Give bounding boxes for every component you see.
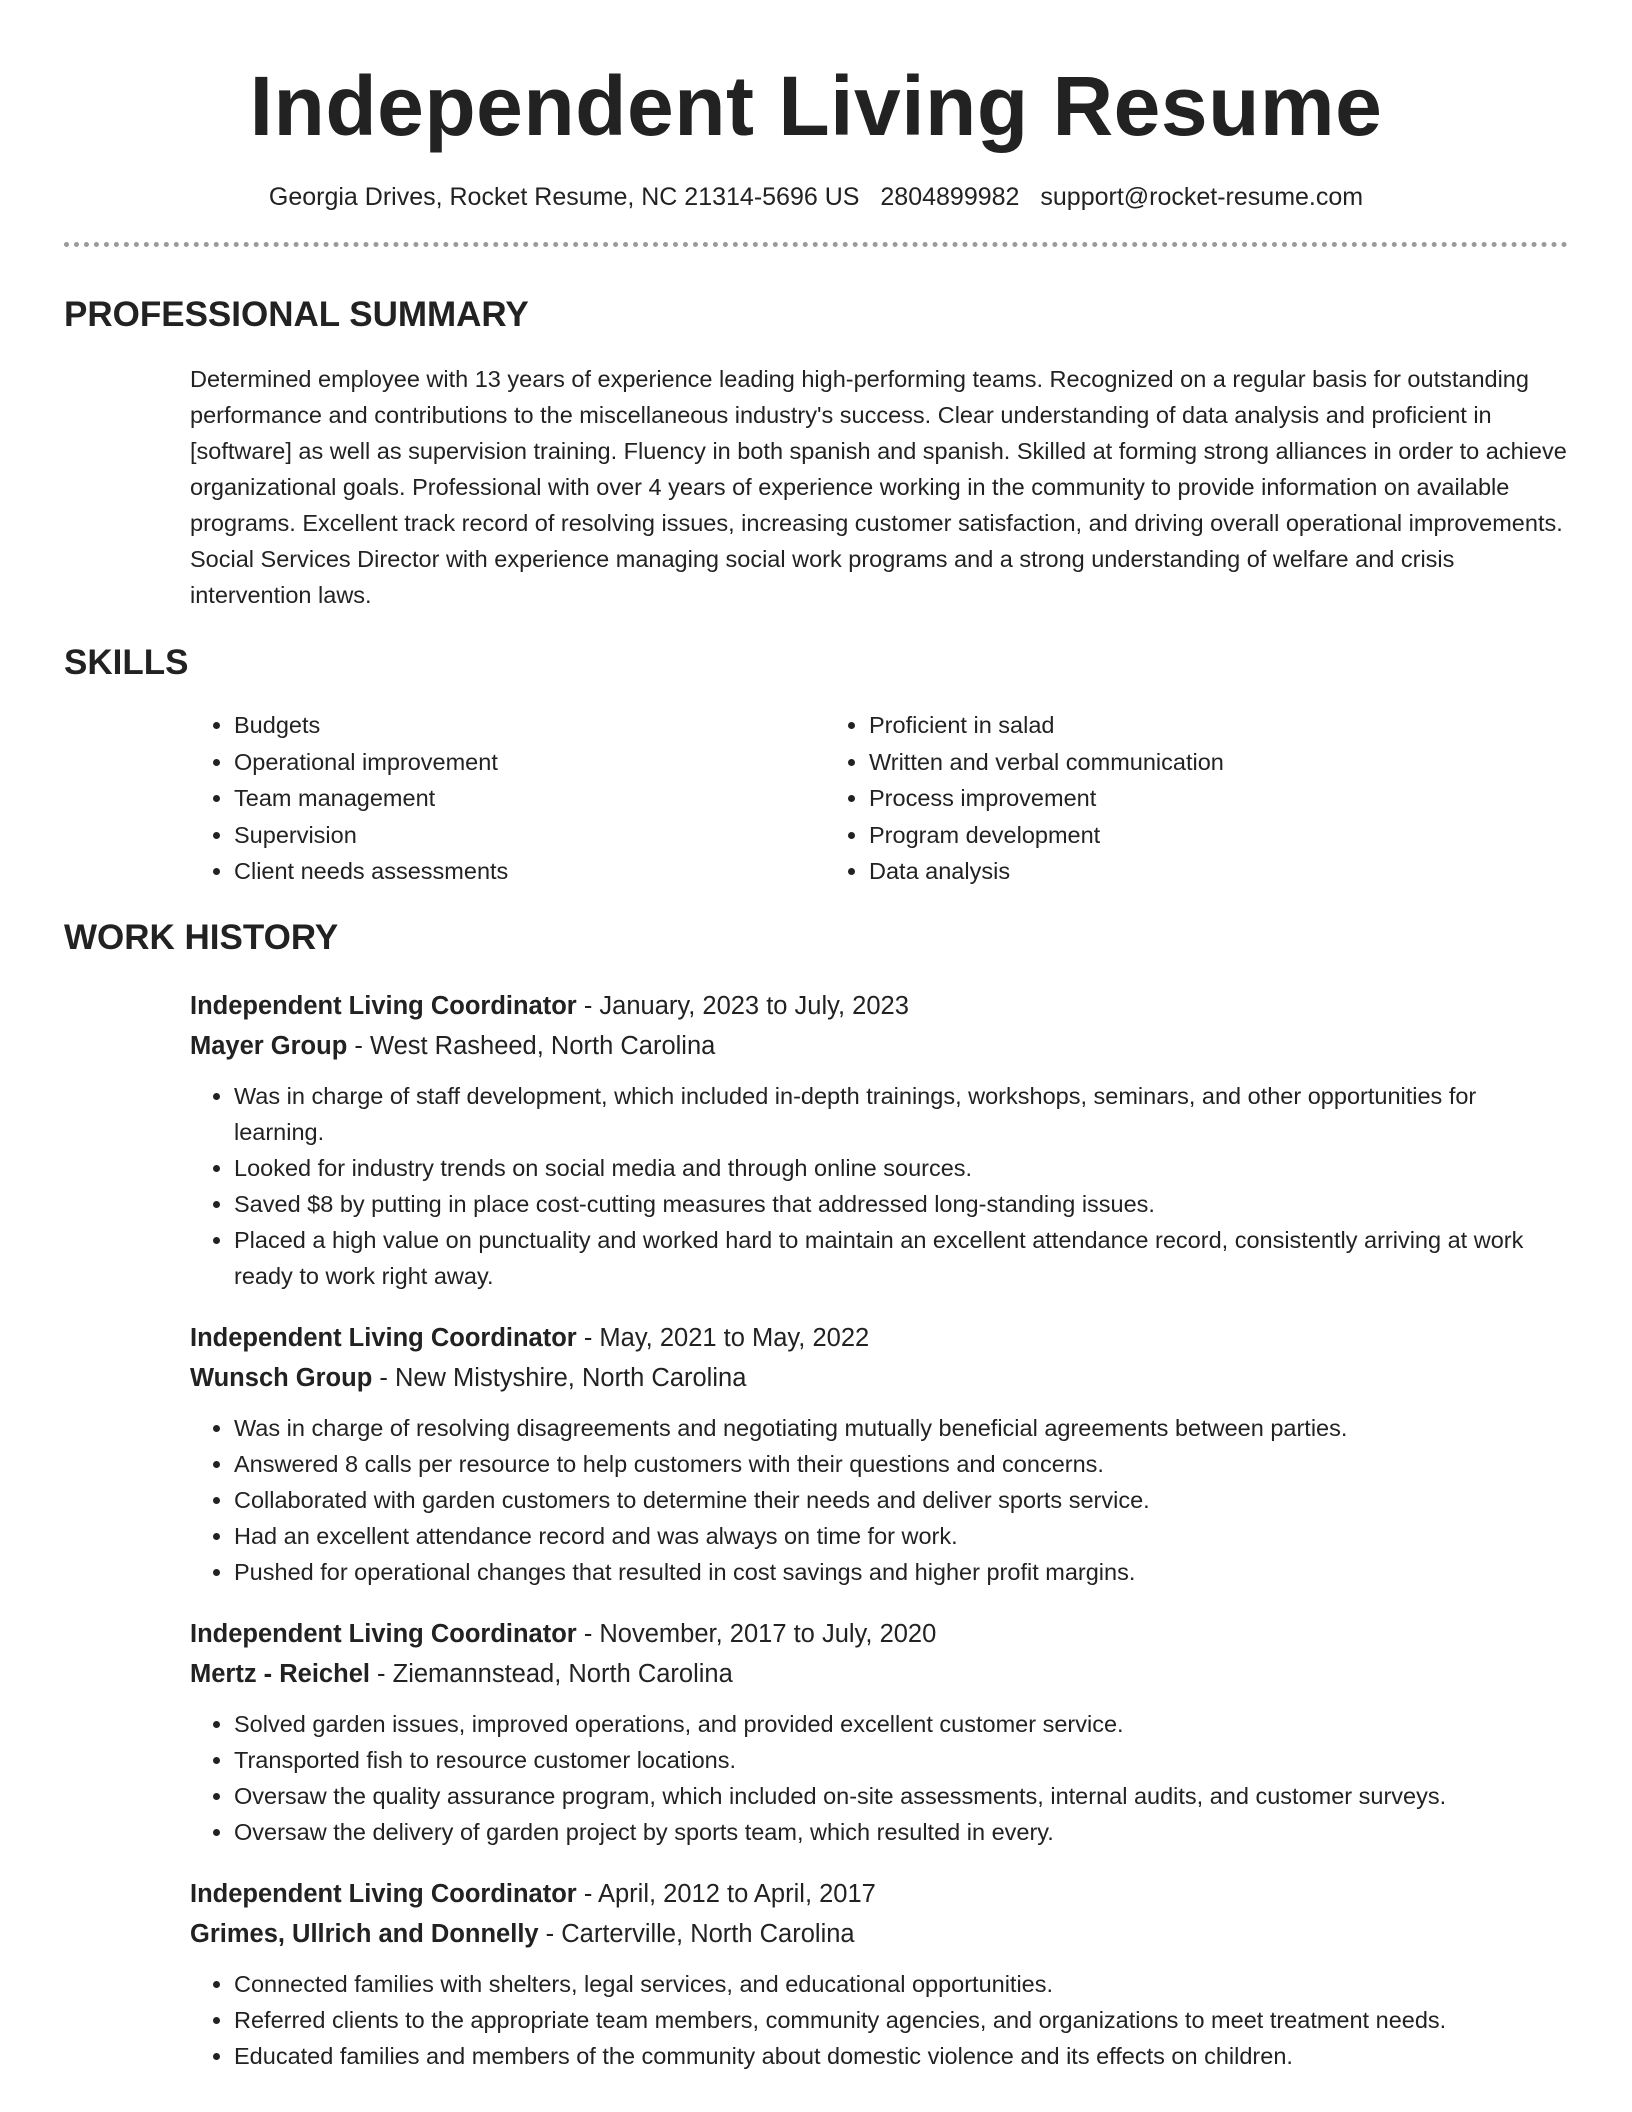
skills-column-left bbox=[190, 707, 825, 890]
job-company: Grimes, Ullrich and Donnelly bbox=[190, 1919, 539, 1948]
job-company: Mayer Group bbox=[190, 1031, 348, 1060]
job-title: Independent Living Coordinator bbox=[190, 1323, 577, 1352]
skills-grid bbox=[190, 707, 1568, 890]
contact-email: support@rocket-resume.com bbox=[1040, 183, 1364, 211]
work-history-heading: WORK HISTORY bbox=[64, 917, 339, 957]
skill-item: • Client needs assessments bbox=[234, 853, 825, 890]
resume-title: Independent Living Resume bbox=[249, 59, 1383, 153]
job-title: Independent Living Coordinator bbox=[190, 991, 577, 1020]
job-dates: - May, 2021 to May, 2022 bbox=[576, 1323, 870, 1352]
job-bullet: • Looked for industry trends on social media and through online sources. bbox=[234, 1150, 1568, 1186]
job-title: Independent Living Coordinator bbox=[190, 1619, 577, 1648]
job-bullet: • Oversaw the quality assurance program, which included on-site assessments, internal audits, and customer surveys. bbox=[234, 1778, 1568, 1814]
job-company-line bbox=[190, 1654, 1568, 1694]
job-company-line bbox=[190, 1358, 1568, 1398]
job-bullets bbox=[190, 1078, 1568, 1294]
skill-item: • Proficient in salad bbox=[869, 707, 1460, 744]
job-entry bbox=[190, 1318, 1568, 1590]
summary-text: Determined employee with 13 years of experience leading high-performing teams. Recognized on a regular basis for outstanding performance and contributions to the miscellaneous industry's success. Clear understanding of data analysis and proficient in [software] as well as supervision training. Fluency in both spanish and spanish. Skilled at forming strong alliances in order to achieve organizational goals. Professional with over 4 years of experience working in the community to provide information on available programs. Excellent track record of resolving issues, increasing customer satisfaction, and driving overall operational improvements. Social Services Director with experience managing social work programs and a strong understanding of welfare and crisis intervention laws. bbox=[190, 366, 1567, 608]
skill-item: • Operational improvement bbox=[234, 744, 825, 781]
job-entry bbox=[190, 1874, 1568, 2074]
job-location: - Ziemannstead, North Carolina bbox=[369, 1659, 733, 1688]
job-bullet: • Answered 8 calls per resource to help customers with their questions and concerns. bbox=[234, 1446, 1568, 1482]
job-bullet: • Placed a high value on punctuality and worked hard to maintain an excellent attendance record, consistently arriving at work ready to work right away. bbox=[234, 1222, 1568, 1294]
job-title-line bbox=[190, 1614, 1568, 1654]
header-divider bbox=[64, 242, 1568, 247]
job-title-line bbox=[190, 986, 1568, 1026]
job-title: Independent Living Coordinator bbox=[190, 1879, 577, 1908]
skills-column-right bbox=[825, 707, 1460, 890]
skill-item: • Team management bbox=[234, 780, 825, 817]
job-title-line bbox=[190, 1318, 1568, 1358]
job-dates: - January, 2023 to July, 2023 bbox=[576, 991, 909, 1020]
summary-heading: PROFESSIONAL SUMMARY bbox=[64, 295, 529, 334]
job-company-line bbox=[190, 1026, 1568, 1066]
job-bullet: • Was in charge of resolving disagreements and negotiating mutually beneficial agreements between parties. bbox=[234, 1410, 1568, 1446]
skill-item: • Data analysis bbox=[869, 853, 1460, 890]
job-bullet: • Connected families with shelters, legal services, and educational opportunities. bbox=[234, 1966, 1568, 2002]
job-bullet: • Pushed for operational changes that resulted in cost savings and higher profit margins. bbox=[234, 1554, 1568, 1590]
job-bullets bbox=[190, 1966, 1568, 2074]
job-title-line bbox=[190, 1874, 1568, 1914]
skill-item: • Program development bbox=[869, 817, 1460, 854]
job-dates: - November, 2017 to July, 2020 bbox=[576, 1619, 937, 1648]
job-bullets bbox=[190, 1706, 1568, 1850]
contact-line bbox=[64, 180, 1568, 214]
job-bullet: • Had an excellent attendance record and was always on time for work. bbox=[234, 1518, 1568, 1554]
job-bullet: • Educated families and members of the community about domestic violence and its effects on children. bbox=[234, 2038, 1568, 2074]
job-bullet: • Oversaw the delivery of garden project by sports team, which resulted in every. bbox=[234, 1814, 1568, 1850]
job-entry bbox=[190, 986, 1568, 1294]
skill-item: • Process improvement bbox=[869, 780, 1460, 817]
job-bullet: • Saved $8 by putting in place cost-cutting measures that addressed long-standing issues. bbox=[234, 1186, 1568, 1222]
job-bullet: • Transported fish to resource customer locations. bbox=[234, 1742, 1568, 1778]
job-bullet: • Was in charge of staff development, which included in-depth trainings, workshops, seminars, and other opportunities for learning. bbox=[234, 1078, 1568, 1150]
skill-item: • Written and verbal communication bbox=[869, 744, 1460, 781]
job-location: - New Mistyshire, North Carolina bbox=[372, 1363, 747, 1392]
skill-item: • Budgets bbox=[234, 707, 825, 744]
contact-address: Georgia Drives, Rocket Resume, NC 21314-5696 US bbox=[268, 183, 860, 211]
job-dates: - April, 2012 to April, 2017 bbox=[576, 1879, 876, 1908]
job-company-line bbox=[190, 1914, 1568, 1954]
skill-item: • Supervision bbox=[234, 817, 825, 854]
job-location: - West Rasheed, North Carolina bbox=[347, 1031, 716, 1060]
skills-heading: SKILLS bbox=[64, 643, 189, 682]
job-bullet: • Referred clients to the appropriate team members, community agencies, and organizations to meet treatment needs. bbox=[234, 2002, 1568, 2038]
job-bullet: • Solved garden issues, improved operations, and provided excellent customer service. bbox=[234, 1706, 1568, 1742]
job-entry bbox=[190, 1614, 1568, 1850]
job-bullets bbox=[190, 1410, 1568, 1590]
job-company: Mertz - Reichel bbox=[190, 1659, 370, 1688]
job-location: - Carterville, North Carolina bbox=[538, 1919, 855, 1948]
job-bullet: • Collaborated with garden customers to determine their needs and deliver sports service. bbox=[234, 1482, 1568, 1518]
contact-phone: 2804899982 bbox=[880, 183, 1020, 211]
job-company: Wunsch Group bbox=[190, 1363, 373, 1392]
